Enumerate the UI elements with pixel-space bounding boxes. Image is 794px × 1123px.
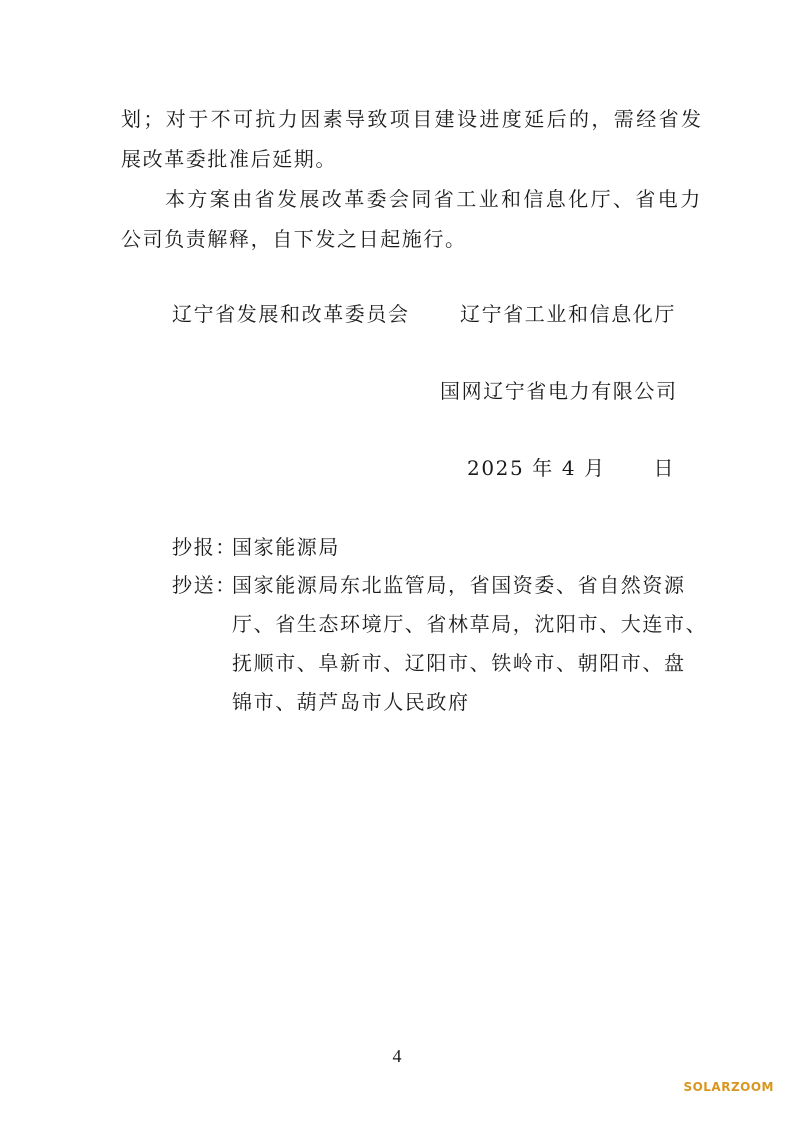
- page-number: 4: [392, 1046, 402, 1066]
- report-label: 抄报：: [172, 535, 237, 559]
- paragraph-2-line-1: 本方案由省发展改革委会同省工业和信息化厅、省电力: [165, 187, 703, 211]
- report-recipient: 国家能源局: [232, 535, 340, 559]
- signature-org-grid: 国网辽宁省电力有限公司: [440, 379, 678, 403]
- copy-recipients-line-1: 国家能源局东北监管局，省国资委、省自然资源: [232, 573, 686, 597]
- paragraph-1-line-2: 展改革委批准后延期。: [121, 147, 337, 171]
- signature-org-ndrc: 辽宁省发展和改革委员会: [172, 302, 410, 326]
- paragraph-2-line-2: 公司负责解释，自下发之日起施行。: [121, 227, 467, 251]
- signature-date: 2025 年 4 月 日: [467, 456, 676, 480]
- copy-recipients-line-3: 抚顺市、阜新市、辽阳市、铁岭市、朝阳市、盘: [232, 651, 686, 675]
- copy-recipients-line-2: 厅、省生态环境厅、省林草局，沈阳市、大连市、: [232, 612, 708, 636]
- signature-org-miit: 辽宁省工业和信息化厅: [460, 302, 676, 326]
- paragraph-1-line-1: 划；对于不可抗力因素导致项目建设进度延后的，需经省发: [121, 107, 704, 131]
- copy-label: 抄送：: [172, 573, 237, 597]
- copy-recipients-line-4: 锦市、葫芦岛市人民政府: [232, 690, 470, 714]
- watermark-logo: SOLARZOOM: [683, 1080, 774, 1094]
